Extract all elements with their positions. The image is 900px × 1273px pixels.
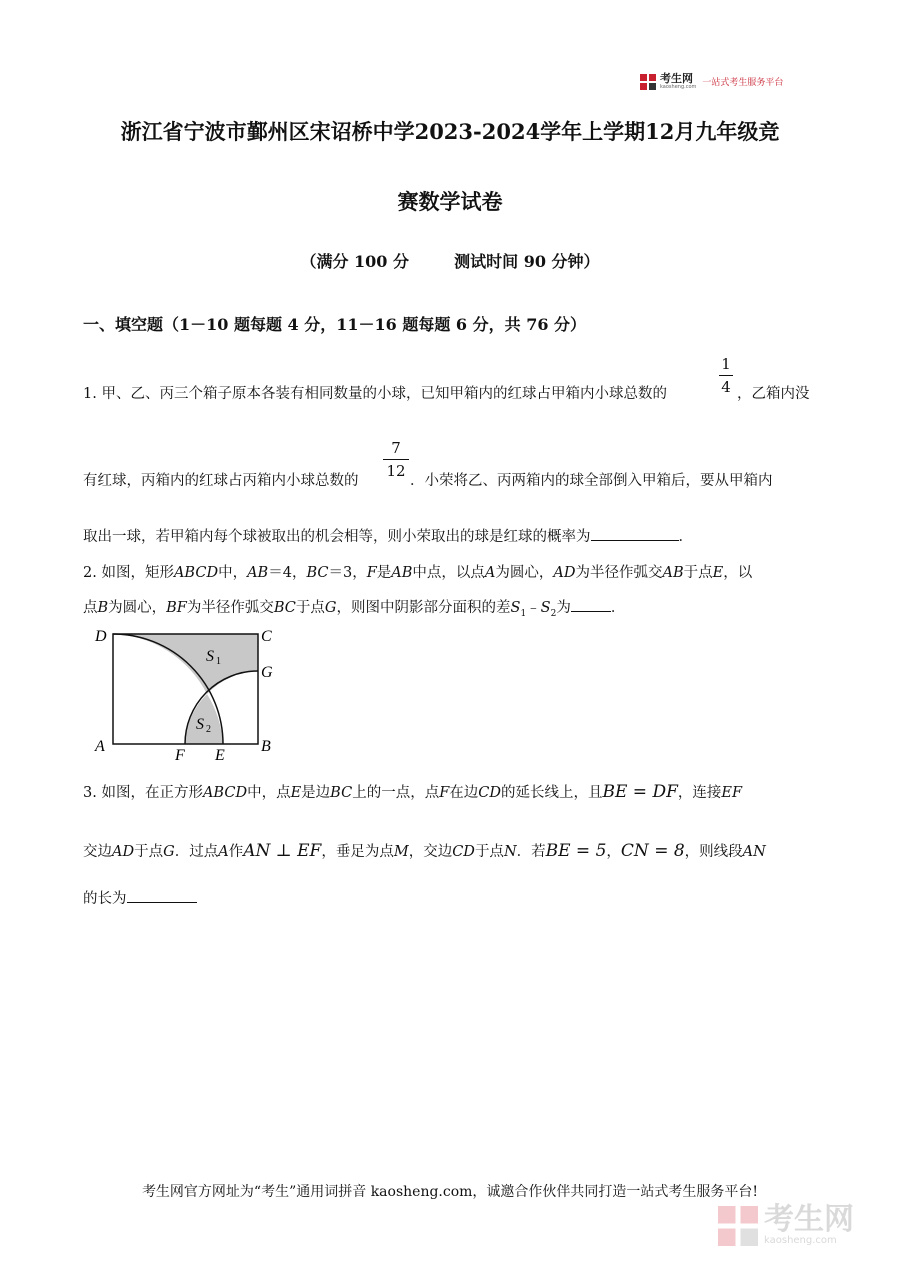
watermark-logo: [718, 1202, 854, 1246]
fraction-numerator: 1: [721, 355, 731, 373]
label-b: B: [261, 738, 271, 755]
label-d: D: [95, 628, 107, 645]
q1-line1-end: ，乙箱内没: [737, 386, 810, 402]
q1-fraction-one-quarter: [719, 355, 733, 396]
label-e: E: [215, 747, 225, 764]
label-f: F: [175, 747, 185, 764]
header-slogan: 一站式考生服务平台: [702, 78, 784, 88]
header-domain: kaosheng.com: [660, 84, 697, 90]
region-s1: [113, 634, 258, 694]
answer-blank: [127, 902, 197, 903]
exam-time: 测试时间 90 分钟）: [454, 252, 600, 271]
q1-fraction-seven-twelfths: [383, 439, 409, 480]
region-s2: [185, 694, 223, 744]
label-s1-subscript: 1: [216, 656, 221, 667]
q2-line1: 2. 如图，矩形ABCD中，AB＝4，BC＝3，F是AB中点，以点A为圆心，AD为半径作弧交AB于点E，以: [83, 565, 753, 581]
header-brand: 考生网: [660, 72, 693, 85]
page-title-line1: 浙江省宁波市鄞州区宋诏桥中学2023-2024学年上学期12月九年级竞: [120, 119, 780, 144]
kaosheng-logo-icon: [640, 74, 656, 90]
label-s2-subscript: 2: [206, 724, 211, 735]
q3-line3: 的长为: [83, 887, 197, 908]
q2-line2: 点B为圆心，BF为半径作弧交BC于点G，则图中阴影部分面积的差$S_1﹣S_2$为 ．: [83, 600, 626, 619]
q1-line1: 1. 甲、乙、丙三个箱子原本各装有相同数量的小球，已知甲箱内的红球占甲箱内小球总数的: [83, 386, 667, 402]
exam-info: [0, 249, 900, 272]
label-s1: S: [206, 648, 214, 665]
fraction-denominator: 4: [721, 378, 731, 396]
watermark-name: 考生网: [764, 1202, 854, 1237]
q1-line2-end: ．小荣将乙、丙两箱内的球全部倒入甲箱后，要从甲箱内: [410, 473, 773, 489]
label-g: G: [261, 664, 273, 681]
label-c: C: [261, 628, 272, 645]
section-heading-fill-in: 一、填空题（1－10 题每题 4 分，11－16 题每题 6 分，共 76 分）: [83, 315, 587, 334]
header-logo: [640, 73, 783, 90]
q1-line2-start: 有红球，丙箱内的红球占丙箱内小球总数的: [83, 473, 359, 489]
q3-line1: 3. 如图，在正方形ABCD中，点E是边BC上的一点，点F在边CD的延长线上，且BE = DF，连接EF: [83, 782, 743, 802]
footer-text: 考生网官方网址为“考生”通用词拼音 kaosheng.com，诚邀合作伙伴共同打造一站式考生服务平台!: [141, 1184, 759, 1200]
exam-full-score: （满分 100 分: [300, 252, 409, 271]
q3-line2: 交边AD于点G．过点A作AN ⊥ EF，垂足为点M，交边CD于点N．若BE = 5，CN = 8，则线段AN: [83, 841, 766, 861]
label-s2: S: [196, 716, 204, 733]
q1-line3: 取出一球，若甲箱内每个球被取出的机会相等，则小荣取出的球是红球的概率为 ．: [83, 529, 693, 545]
answer-blank: [591, 540, 679, 541]
q2-figure-rectangle-arcs: [90, 622, 290, 767]
watermark-logo-icon: [718, 1206, 758, 1246]
answer-blank: [571, 611, 611, 612]
page-title-line2: 赛数学试卷: [397, 189, 503, 214]
fraction-denominator: 12: [386, 462, 406, 480]
fraction-numerator: 7: [391, 439, 401, 457]
header-brand-block: [660, 73, 696, 90]
watermark-text-block: [764, 1202, 854, 1246]
watermark-domain: kaosheng.com: [764, 1235, 837, 1246]
label-a: A: [95, 738, 105, 755]
